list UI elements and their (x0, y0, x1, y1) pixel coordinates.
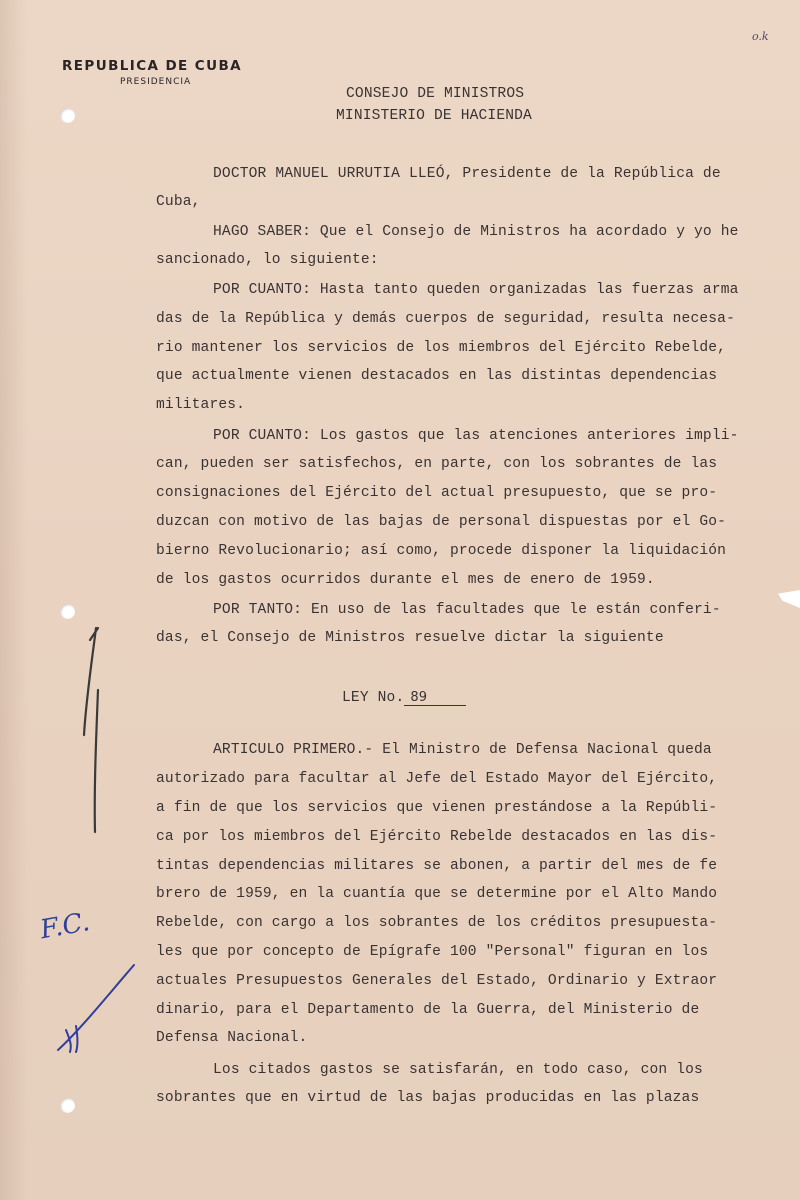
articulo-line: tintas dependencias militares se abonen, a partir del mes de fe (156, 858, 718, 874)
citados-line: sobrantes que en virtud de las bajas producidas en las plazas (156, 1090, 700, 1106)
por-cuanto-2-line: de los gastos ocurridos durante el mes de enero de 1959. (156, 572, 655, 588)
articulo-line: autorizado para facultar al Jefe del Estado Mayor del Ejército, (156, 771, 718, 787)
por-tanto-line: das, el Consejo de Ministros resuelve dictar la siguiente (156, 630, 664, 646)
intro-line: Cuba, (156, 194, 201, 210)
articulo-line: ca por los miembros del Ejército Rebelde destacados en las dis- (156, 829, 718, 845)
articulo-line: dinario, para el Departamento de la Guerra, del Ministerio de (156, 1002, 700, 1018)
header-line-2: MINISTERIO DE HACIENDA (336, 108, 532, 124)
header-line-1: CONSEJO DE MINISTROS (346, 86, 525, 102)
por-cuanto-2-line: POR CUANTO: Los gastos que las atenciones anteriores impli- (213, 428, 739, 444)
articulo-line: Rebelde, con cargo a los sobrantes de los créditos presupuesta- (156, 915, 718, 931)
citados-line: Los citados gastos se satisfarán, en todo caso, con los (213, 1062, 703, 1078)
hago-saber-line: sancionado, lo siguiente: (156, 252, 379, 268)
por-tanto-line: POR TANTO: En uso de las facultades que le están conferi- (213, 602, 721, 618)
corner-note: o.k (752, 30, 769, 43)
por-cuanto-1-line: rio mantener los servicios de los miembros del Ejército Rebelde, (156, 340, 727, 356)
articulo-line: a fin de que los servicios que vienen prestándose a la Repúbli- (156, 800, 718, 816)
articulo-line: Defensa Nacional. (156, 1030, 308, 1046)
initials-mark: F.C. (38, 907, 93, 946)
letterhead-subtitle: PRESIDENCIA (120, 77, 192, 87)
articulo-line: ARTICULO PRIMERO.- El Ministro de Defensa Nacional queda (213, 742, 712, 758)
law-label: LEY No. (342, 690, 405, 706)
pencil-margin-stroke (84, 628, 98, 832)
intro-line: DOCTOR MANUEL URRUTIA LLEÓ, Presidente de la República de (213, 166, 721, 182)
por-cuanto-2-line: bierno Revolucionario; así como, procede disponer la liquidación (156, 543, 727, 559)
articulo-line: brero de 1959, en la cuantía que se determine por el Alto Mando (156, 886, 718, 902)
por-cuanto-1-line: POR CUANTO: Hasta tanto queden organizadas las fuerzas arma (213, 282, 739, 298)
law-number: 89 (404, 690, 466, 706)
articulo-line: les que por concepto de Epígrafe 100 "Personal" figuran en los (156, 944, 709, 960)
articulo-line: actuales Presupuestos Generales del Estado, Ordinario y Extraor (156, 973, 718, 989)
por-cuanto-2-line: can, pueden ser satisfechos, en parte, con los sobrantes de las (156, 456, 718, 472)
por-cuanto-1-line: das de la República y demás cuerpos de seguridad, resulta necesa- (156, 311, 735, 327)
por-cuanto-2-line: consignaciones del Ejército del actual presupuesto, que se pro- (156, 485, 718, 501)
por-cuanto-2-line: duzcan con motivo de las bajas de personal dispuestas por el Go- (156, 514, 727, 530)
letterhead-title: REPUBLICA DE CUBA (62, 58, 242, 74)
hago-saber-line: HAGO SABER: Que el Consejo de Ministros ha acordado y yo he (213, 224, 739, 240)
pen-flourish (58, 965, 134, 1052)
por-cuanto-1-line: que actualmente vienen destacados en las distintas dependencias (156, 368, 718, 384)
por-cuanto-1-line: militares. (156, 397, 246, 413)
